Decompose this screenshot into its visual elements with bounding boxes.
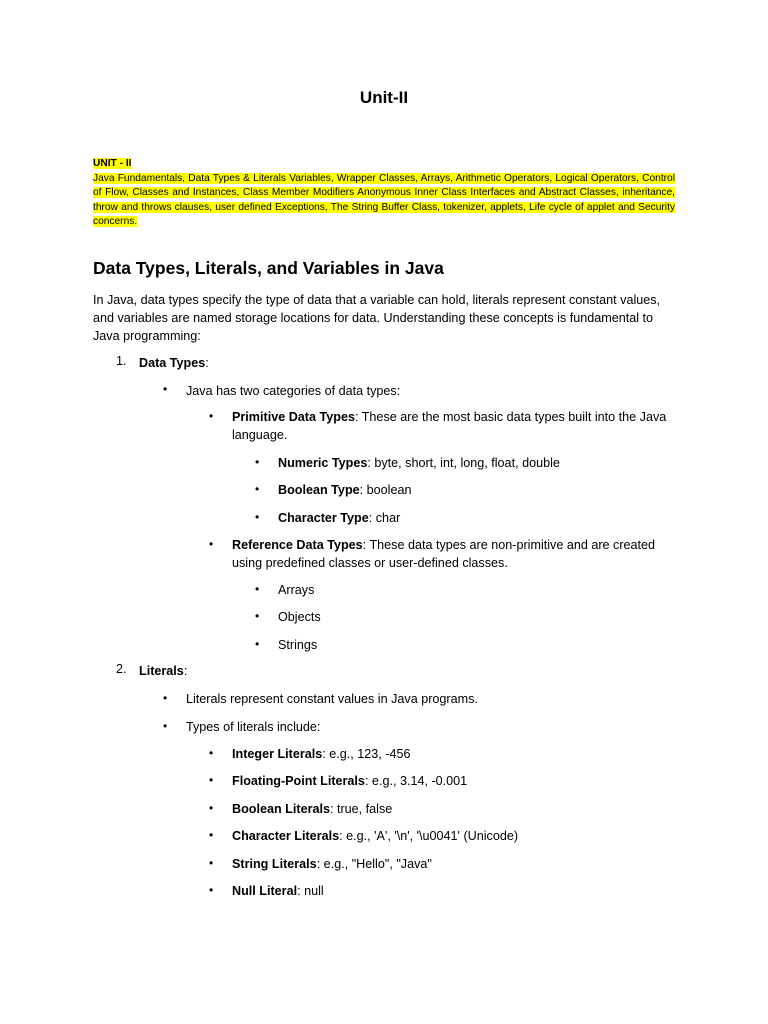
bullet-icon: • bbox=[163, 382, 168, 396]
item-text: : null bbox=[297, 884, 324, 898]
list-item-arrays: Arrays bbox=[278, 583, 315, 597]
bullet-icon: • bbox=[255, 637, 260, 651]
item-text: : These data types are non-primitive and are created using predefined classes or user-defined classes. bbox=[232, 538, 656, 570]
item-text: : e.g., 'A', '\n', '\u0041' (Unicode) bbox=[339, 829, 519, 843]
list-item-reference bbox=[232, 536, 682, 572]
item-label: Boolean Literals bbox=[232, 802, 330, 816]
list-item-null-literal bbox=[232, 882, 324, 900]
bullet-icon: • bbox=[209, 537, 214, 551]
list-item-objects: Objects bbox=[278, 610, 321, 624]
list-item-strings: Strings bbox=[278, 638, 318, 652]
list-item-represent: Literals represent constant values in Java programs. bbox=[186, 692, 478, 706]
syllabus-box bbox=[93, 157, 675, 230]
item-label: Floating-Point Literals bbox=[232, 774, 365, 788]
list-item-categories: Java has two categories of data types: bbox=[186, 384, 401, 398]
item-label: Character Type bbox=[278, 511, 369, 525]
page-title: Unit-II bbox=[359, 88, 409, 107]
list-item-literals bbox=[139, 662, 187, 680]
bullet-icon: • bbox=[209, 746, 214, 760]
item-label: Reference Data Types bbox=[232, 538, 363, 552]
bullet-icon: • bbox=[209, 883, 214, 897]
item-text: : e.g., 123, -456 bbox=[322, 747, 411, 761]
bullet-icon: • bbox=[163, 691, 168, 705]
bullet-icon: • bbox=[255, 482, 260, 496]
item-text: : byte, short, int, long, float, double bbox=[367, 456, 560, 470]
list-item-boolean bbox=[278, 481, 411, 499]
item-suffix: : bbox=[183, 664, 188, 678]
list-item-boolean-literals bbox=[232, 800, 392, 818]
item-text: : char bbox=[368, 511, 401, 525]
item-label: Integer Literals bbox=[232, 747, 323, 761]
intro-paragraph: In Java, data types specify the type of data that a variable can hold, literals represent constant values, and variables are named storage locations for data. Understanding these concepts is fundamental to Java programming: bbox=[93, 293, 661, 343]
list-item-float-literals bbox=[232, 772, 467, 790]
list-item-character-literals bbox=[232, 827, 518, 845]
item-text: : e.g., "Hello", "Java" bbox=[316, 857, 432, 871]
item-text: : boolean bbox=[359, 483, 412, 497]
list-item-integer-literals bbox=[232, 745, 411, 763]
list-item-types-literals: Types of literals include: bbox=[186, 720, 321, 734]
list-item-data-types bbox=[139, 354, 209, 372]
list-item-primitive bbox=[232, 408, 682, 444]
bullet-icon: • bbox=[255, 609, 260, 623]
list-item-numeric bbox=[278, 454, 560, 472]
item-suffix: : bbox=[205, 356, 209, 370]
item-label: Literals bbox=[139, 664, 184, 678]
bullet-icon: • bbox=[255, 455, 260, 469]
bullet-icon: • bbox=[255, 510, 260, 524]
item-label: Character Literals bbox=[232, 829, 340, 843]
syllabus-text: Java Fundamentals, Data Types & Literals Variables, Wrapper Classes, Arrays, Arithmetic Operators, Logical Operators, Control of Flow, Classes and Instances, Class Member Modifiers Anonymous Inner Class Interfaces and Abstract Classes, inheritance, throw and throws clauses, user defined Exceptions, The String Buffer Class, tokenizer, applets, Life cycle of applet and Security concerns. bbox=[93, 172, 675, 228]
bullet-icon: • bbox=[163, 719, 168, 733]
bullet-icon: • bbox=[255, 582, 260, 596]
section-heading: Data Types, Literals, and Variables in Java bbox=[93, 258, 444, 278]
item-label: Data Types bbox=[139, 356, 206, 370]
item-label: Null Literal bbox=[232, 884, 298, 898]
bullet-icon: • bbox=[209, 801, 214, 815]
bullet-icon: • bbox=[209, 409, 214, 423]
bullet-icon: • bbox=[209, 828, 214, 842]
list-number-1: 1. bbox=[116, 354, 127, 368]
item-label: Boolean Type bbox=[278, 483, 360, 497]
item-label: String Literals bbox=[232, 857, 317, 871]
syllabus-heading: UNIT - II bbox=[93, 158, 132, 169]
item-text: : These are the most basic data types built into the Java language. bbox=[232, 410, 667, 442]
item-label: Numeric Types bbox=[278, 456, 368, 470]
bullet-icon: • bbox=[209, 773, 214, 787]
item-text: : e.g., 3.14, -0.001 bbox=[364, 774, 468, 788]
list-item-string-literals bbox=[232, 855, 432, 873]
bullet-icon: • bbox=[209, 856, 214, 870]
item-label: Primitive Data Types bbox=[232, 410, 355, 424]
item-text: : true, false bbox=[329, 802, 393, 816]
list-number-2: 2. bbox=[116, 662, 127, 676]
list-item-character bbox=[278, 509, 400, 527]
